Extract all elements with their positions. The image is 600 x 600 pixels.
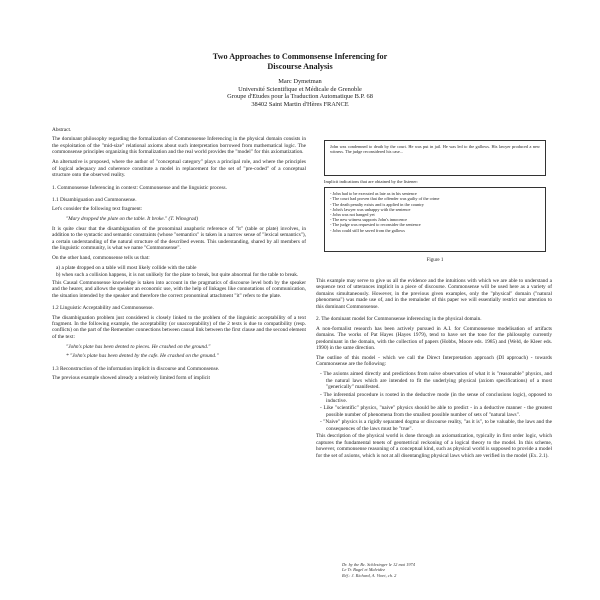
author-block	[150, 78, 450, 108]
section-1-heading: 1. Commonsense Inferencing in context: Commonsense and the linguistic process.	[52, 184, 227, 191]
section-2-paragraph-2: The outline of this model - which we call the Direct Interpretation approach (DI approach) - towards Commonsense are the following:	[316, 354, 552, 368]
right-paragraph-1: This example may serve to give us all the evidence and the intuitions with which we are able to understand a sequence text of utterances implicit in a piece of discourse. Commonsense will be used here as a variety of domains simultaneously. However, in the previous given examples, only the "physical" domain ("natural phenomena") was made use of, and in the remainder of this paper we will essentially restrict our attention to this dominant Commonsense.	[316, 278, 552, 310]
quote-winograd: "Mary dropped the plate on the table. It broke." (T. Winograd)	[66, 216, 199, 223]
example-1: "John's plate has been dented to pieces. He crashed on the ground."	[66, 343, 211, 350]
list-item-a: a) a plate dropped on a table will most likely collide with the table	[56, 264, 197, 271]
right-paragraph-end: This description of the physical world is done through an axiomatization, typically in first order logic, which captures the fundamental tenets of geometrical reckoning of a logical theory to the model. In this scheme, however, commonsense reasoning of a conceptual kind, such as physical world is supposed to provide a model for the set of axioms, which is not at all disentangling physical laws which are verified in the model (Ex. 2.1).	[316, 433, 552, 459]
section-2-heading: 2. The dominant model for Commonsense inferencing in the physical domain.	[316, 316, 482, 323]
abstract-paragraph-1: The dominant philosophy regarding the formalization of Commonsense Inferencing in the physical domain consists in the exploitation of the "mid-size" relational axioms about such interpretation borrowed from mathematical logic. The commonsense principles organizing this formalization and the real world provides the "model" for this axiomatization.	[52, 136, 306, 156]
figure-list-item: - John had to be executed as late as in his sentence	[330, 191, 417, 197]
affiliation-line-1: Université Scientifique et Médicale de Grenoble	[238, 85, 362, 93]
right-column	[316, 278, 552, 463]
example-2: * "John's plate has been dented by the cafe. He crashed on the ground."	[66, 353, 219, 360]
bullet-4: - "Naive" physics is a rigidly separated dogma or discourse reality, "as it is", to be valuable, the laws and the consequences of the laws must be "true".	[320, 419, 552, 432]
author-name: Marc Dymetman	[278, 78, 322, 85]
handwritten-line-1: Dr. by the Bc. Schlesinger le 12 mai 1974	[342, 562, 415, 567]
section-1-1-heading: 1.1 Disambiguation and Commonsense.	[52, 197, 137, 204]
figure-1	[324, 140, 546, 268]
figure-list-item: - John was not hanged yet	[330, 212, 375, 218]
list-item-b: b) when such a collision happens, it is not unlikely for the plate to break, but quite abnormal for the table to break.	[56, 272, 299, 279]
figure-text-box: John was condemned to death by the court. He was put in jail. He was led to the gallows. His lawyer produced a new witness. The judge reconsidered his case...	[324, 140, 546, 176]
section-1-1-paragraph-2: It is quite clear that the disambiguation of the pronominal anaphoric reference of "it" (table or plate) involves, in addition to the syntactic and semantic constraints (whose "semantics" is taken in a narrow sense of "lexical semantics"), a certain understanding of the natural structure of the described events. This understanding, shared by all members of the linguistic community, is what we name "Commonsense".	[52, 225, 306, 252]
affiliation-line-3: 38402 Saint Martin d'Hères FRANCE	[251, 100, 349, 108]
figure-list-item: - John could still be saved from the gallows	[330, 227, 405, 233]
section-1-1-paragraph-3: On the other hand, commonsense tells us that:	[52, 254, 150, 261]
title-line-2: Discourse Analysis	[267, 62, 333, 71]
title-line-1: Two Approaches to Commonsense Inferencing for	[212, 52, 388, 61]
figure-implications-list	[324, 187, 546, 252]
figure-list-item: - The court had proven that the offender was guilty of the crime	[330, 196, 440, 202]
abstract-paragraph-2: An alternative is proposed, where the author of "conceptual category" plays a principal role, and where the principles of logical adequacy and coherence constitute a model in replacement for the set of "pre-coded" of a conceptual structure onto the observed reality.	[52, 159, 306, 179]
left-column	[52, 127, 306, 385]
figure-list-item: - The death penalty exists and is applied in the country	[330, 201, 424, 207]
figure-intro: Implicit indications that are obtained by the listener:	[324, 179, 419, 184]
figure-caption: Figure 1	[426, 258, 444, 264]
section-1-3-paragraph-1: The previous example showed already a relatively limited form of implicit	[52, 375, 210, 382]
figure-list-item: - The judge was requested to reconsider the sentence	[330, 222, 421, 228]
paper-title	[150, 52, 450, 72]
section-1-2-heading: 1.2 Linguistic Acceptability and Commonsense.	[52, 305, 154, 312]
bullet-3: - Like "scientific" physics, "naive" physics should be able to predict - in a deductive manner - the greatest possible number of phenomena from the smallest possible number of sets of "natural laws".	[320, 405, 552, 418]
section-1-1-paragraph-4: This Causal Commonsense knowledge is taken into account in the pragmatics of discourse level both by the speaker and the hearer, and allows the speaker an economic use, with the help of linkages like connotations of communication, the situation intended by the speaker and therefore the correct pronominal attachment "it" refers to the plate.	[52, 279, 306, 299]
figure-list-item: - The new witness supports John's innocence	[330, 217, 408, 223]
section-1-1-paragraph-1: Let's consider the following text fragment:	[52, 206, 143, 213]
handwritten-line-2: Le Tr. Bugel et Malvidez	[342, 567, 385, 573]
section-1-3-heading: 1.3 Reconstruction of the information implicit in discourse and Commonsense.	[52, 365, 220, 372]
bullet-2: - The inferential procedure is rooted in the deductive mode (in the sense of conclusions logic), opposed to inductive.	[320, 391, 552, 405]
handwritten-note	[342, 562, 542, 578]
figure-list-item: - John's lawyer was unhappy with the sentence	[330, 206, 411, 212]
affiliation-line-2: Groupe d'Etudes pour la Traduction Automatique B.P. 68	[227, 93, 373, 101]
section-1-2-paragraph-1: The disambiguation problem just considered is closely linked to the problem of the linguistic acceptability of a text fragment. In the following example, the acceptability (or unacceptability) of the 2 texts is due to compatibility (resp. conflicts) on the part of the Remember connections between causal link between the first clause and the second element of the text:	[52, 314, 306, 340]
section-2-paragraph-1: A non-formalist research has been actively pursued in A.I. for Commonsense modelisation of artifacts domains. The works of Pat Hayes (Hayes 1979), tend to have set the tone for the philosophy currently predominant in the domain, with the collection of papers (Hobbs, Moore eds. 1985) and (Weld, de Kleer eds. 1990) in the same direction.	[316, 325, 552, 352]
abstract-heading: Abstract.	[52, 127, 72, 133]
bullet-1: - The axioms aimed directly and predictions from naive observation of what it is "reasonable" physics, and the natural laws which are intended to fit the underlying physical (axiom specifications) of a most "generically" manifested.	[320, 371, 552, 391]
handwritten-line-3: Réf.: J. Richard, A. Vinet, ch. 2	[342, 572, 397, 578]
